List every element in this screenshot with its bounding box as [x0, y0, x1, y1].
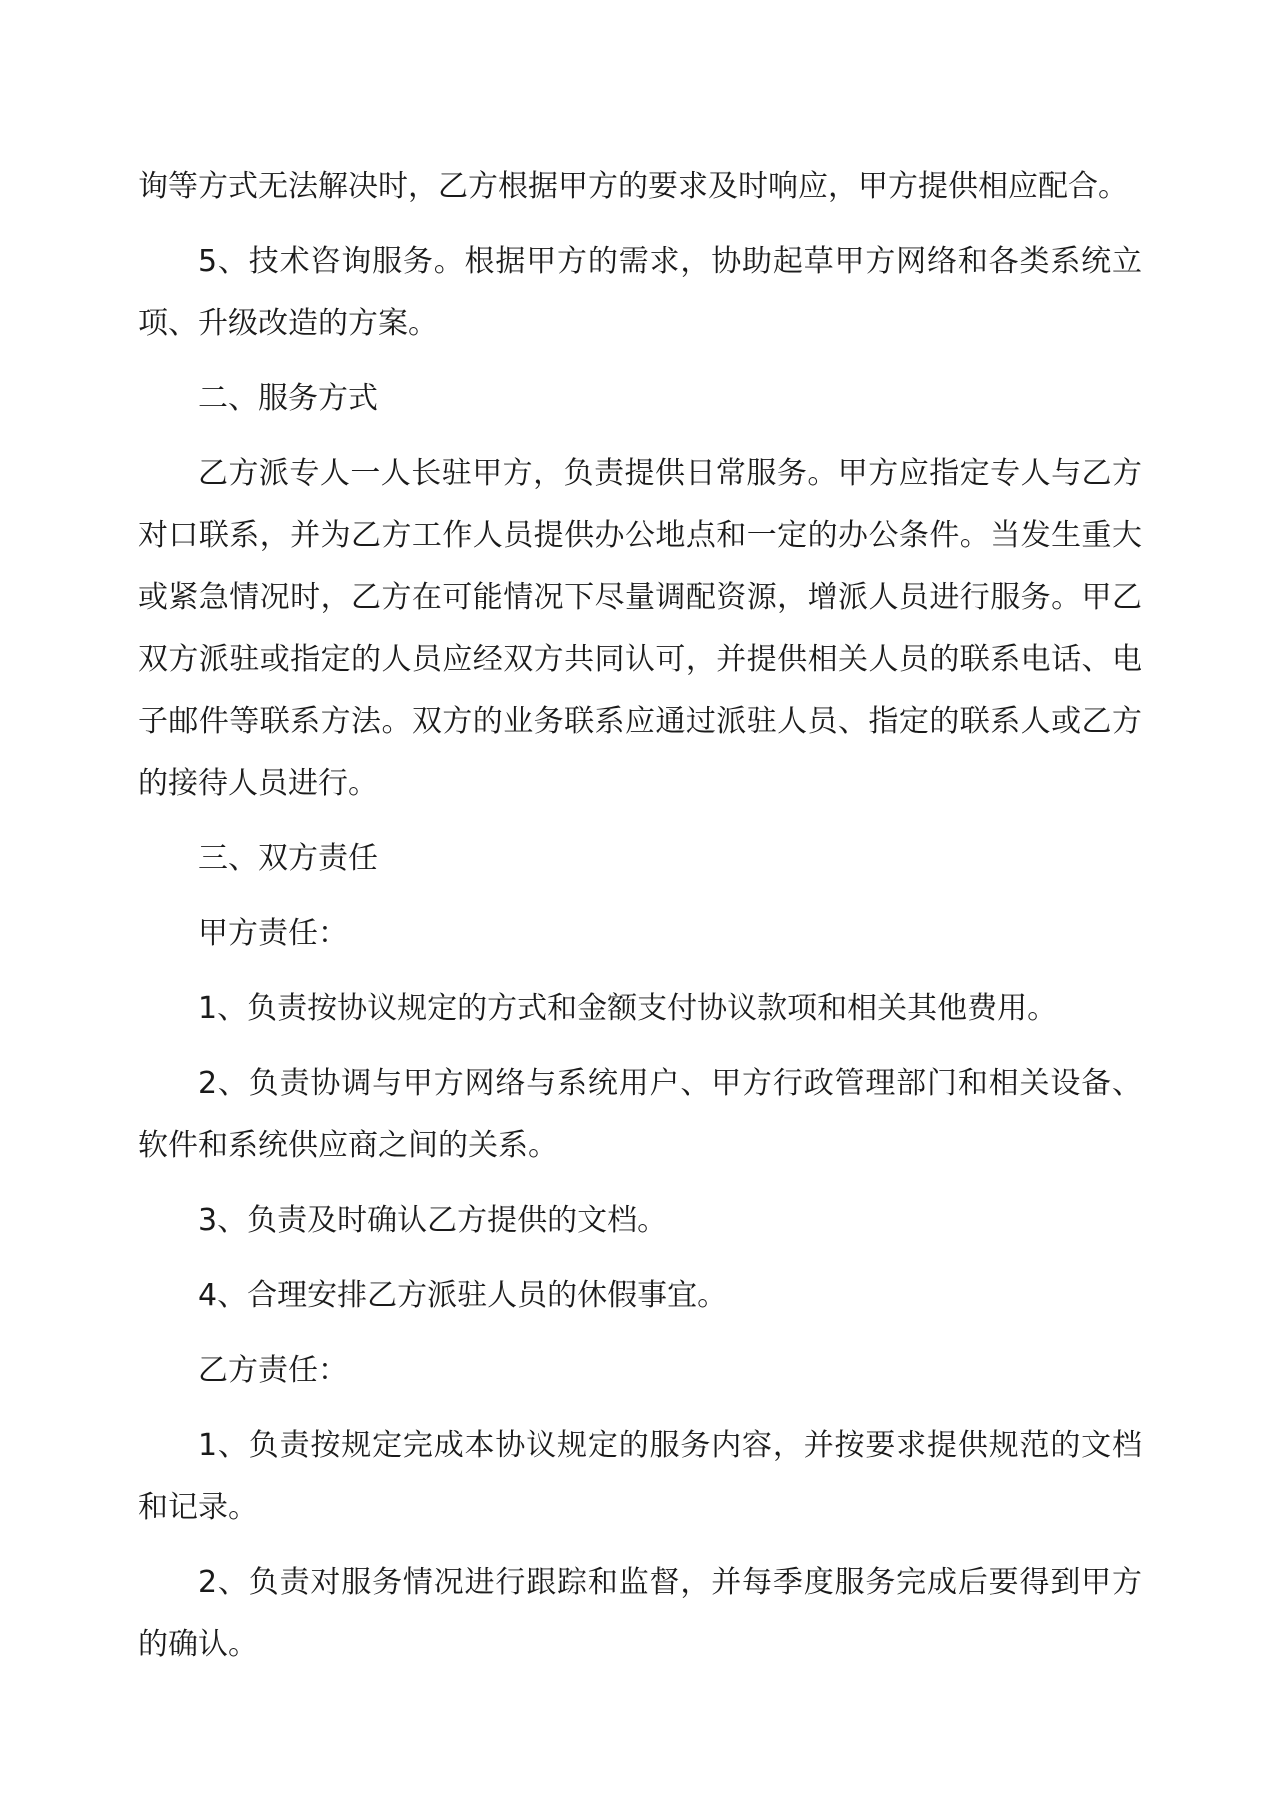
party-b-heading: 乙方责任：: [198, 1353, 348, 1388]
party-a-item-3: 3、负责及时确认乙方提供的文档。: [198, 1203, 668, 1238]
section-heading-responsibilities: 三、双方责任: [198, 841, 378, 876]
party-b-item-2: 2、负责对服务情况进行跟踪和监督，并每季度服务完成后要得到甲方的确认。: [138, 1565, 1142, 1662]
party-a-heading: 甲方责任：: [198, 916, 348, 951]
party-a-item-1: 1、负责按协议规定的方式和金额支付协议款项和相关其他费用。: [198, 991, 1058, 1026]
party-a-item-4: 4、合理安排乙方派驻人员的休假事宜。: [198, 1278, 728, 1313]
document-body: [138, 156, 1142, 1689]
party-a-item-2: 2、负责协调与甲方网络与系统用户、甲方行政管理部门和相关设备、软件和系统供应商之间的关系。: [138, 1066, 1142, 1163]
continuation-paragraph: 询等方式无法解决时，乙方根据甲方的要求及时响应，甲方提供相应配合。: [138, 169, 1128, 204]
item-5-paragraph: 5、技术咨询服务。根据甲方的需求，协助起草甲方网络和各类系统立项、升级改造的方案。: [138, 244, 1142, 341]
party-b-item-1: 1、负责按规定完成本协议规定的服务内容，并按要求提供规范的文档和记录。: [138, 1428, 1142, 1525]
section-heading-service-method: 二、服务方式: [198, 381, 378, 416]
service-method-paragraph: 乙方派专人一人长驻甲方，负责提供日常服务。甲方应指定专人与乙方对口联系，并为乙方工作人员提供办公地点和一定的办公条件。当发生重大或紧急情况时，乙方在可能情况下尽量调配资源，增派人员进行服务。甲乙双方派驻或指定的人员应经双方共同认可，并提供相关人员的联系电话、电子邮件等联系方法。双方的业务联系应通过派驻人员、指定的联系人或乙方的接待人员进行。: [138, 456, 1142, 801]
